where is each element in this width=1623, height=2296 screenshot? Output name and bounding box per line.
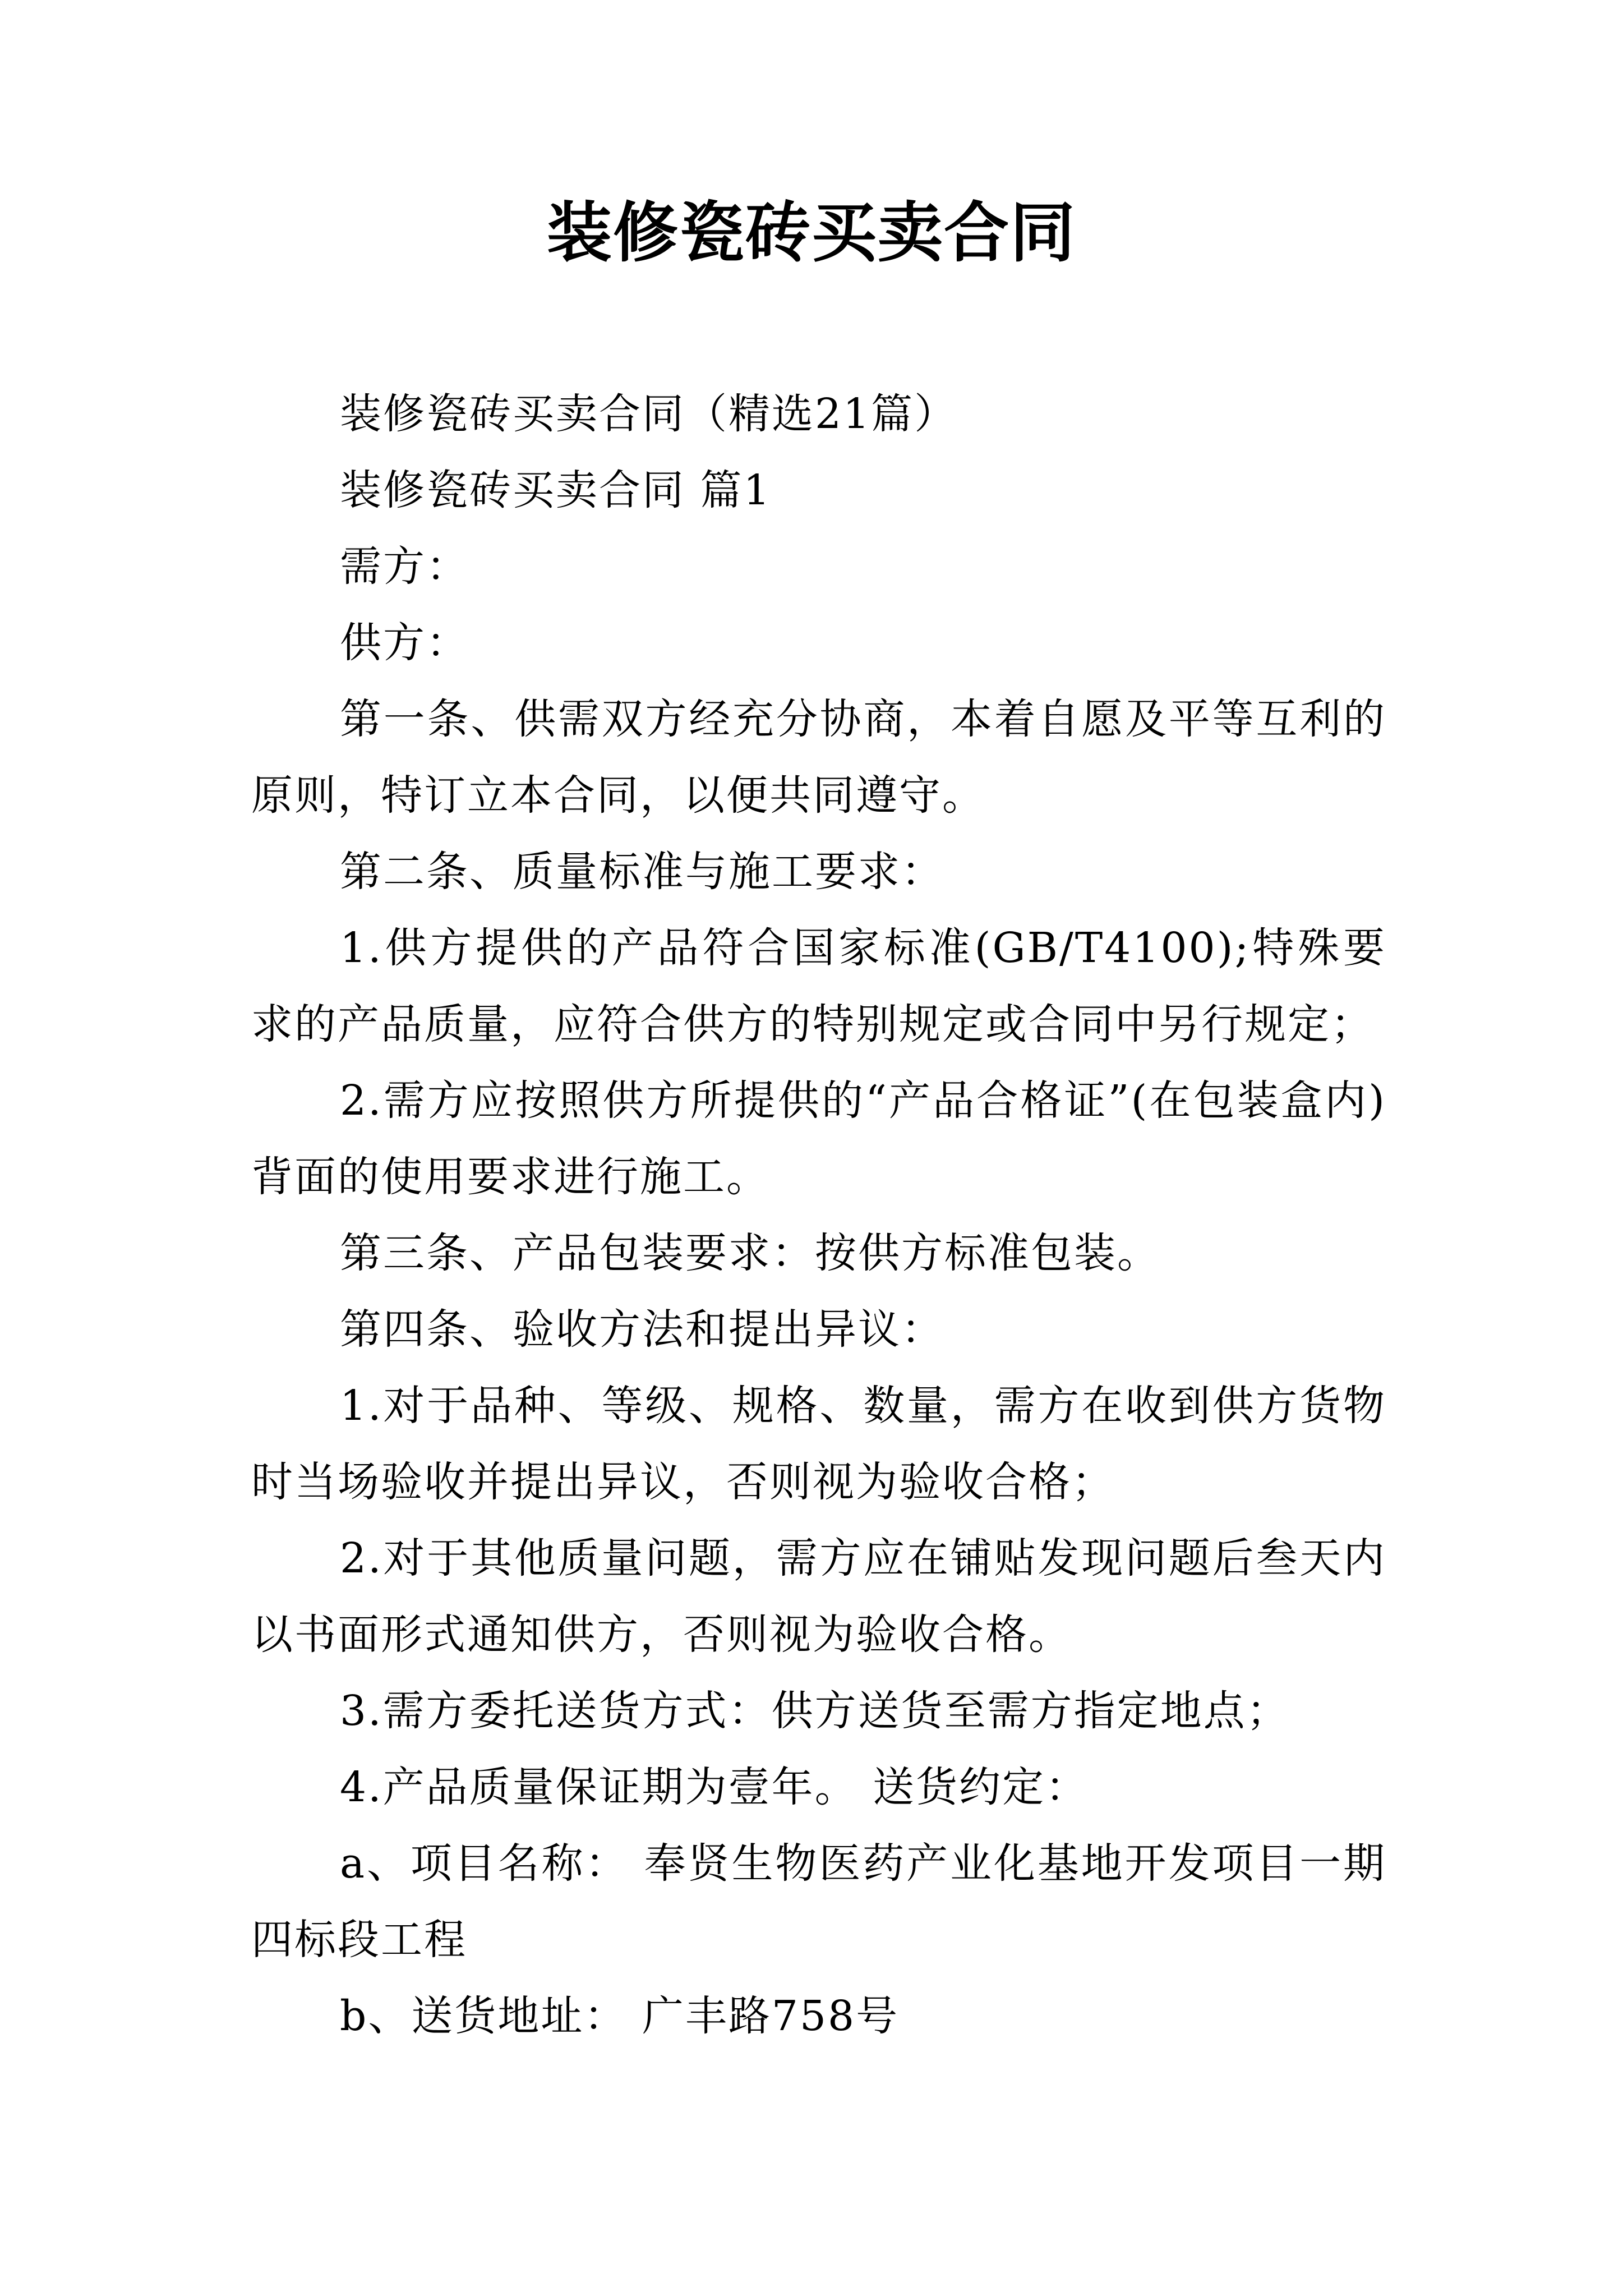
paragraph: 装修瓷砖买卖合同 篇1 — [340, 466, 772, 514]
paragraph: 供方： — [340, 619, 469, 667]
paragraph: 3.需方委托送货方式：供方送货至需方指定地点； — [340, 1687, 1290, 1735]
paragraph: 第四条、验收方法和提出异议： — [340, 1305, 944, 1354]
paragraph: 2.对于其他质量问题，需方应在铺贴发现问题后叁天内以书面形式通知供方，否则视为验收合格。 — [251, 1534, 1386, 1659]
paragraph: 1.供方提供的产品符合国家标准(GB/T4100);特殊要求的产品质量，应符合供方的特别规定或合同中另行规定； — [251, 924, 1386, 1048]
document-title: 装修瓷砖买卖合同 — [547, 195, 1076, 271]
paragraph: 4.产品质量保证期为壹年。 送货约定： — [340, 1763, 1089, 1811]
paragraph: 第二条、质量标准与施工要求： — [340, 848, 944, 896]
paragraph: 装修瓷砖买卖合同（精选21篇） — [340, 390, 958, 438]
paragraph: a、项目名称： 奉贤生物医药产业化基地开发项目一期四标段工程 — [251, 1839, 1386, 1964]
paragraph: 第三条、产品包装要求：按供方标准包装。 — [340, 1229, 1160, 1277]
paragraph: 1.对于品种、等级、规格、数量，需方在收到供方货物时当场验收并提出异议，否则视为验收合格； — [251, 1382, 1386, 1506]
document-body — [251, 376, 1386, 2054]
paragraph: 第一条、供需双方经充分协商，本着自愿及平等互利的原则，特订立本合同，以便共同遵守。 — [251, 695, 1386, 820]
paragraph: 需方： — [340, 542, 469, 591]
paragraph: b、送货地址： 广丰路758号 — [340, 1992, 900, 2040]
paragraph: 2.需方应按照供方所提供的“产品合格证”(在包装盒内)背面的使用要求进行施工。 — [251, 1076, 1386, 1201]
